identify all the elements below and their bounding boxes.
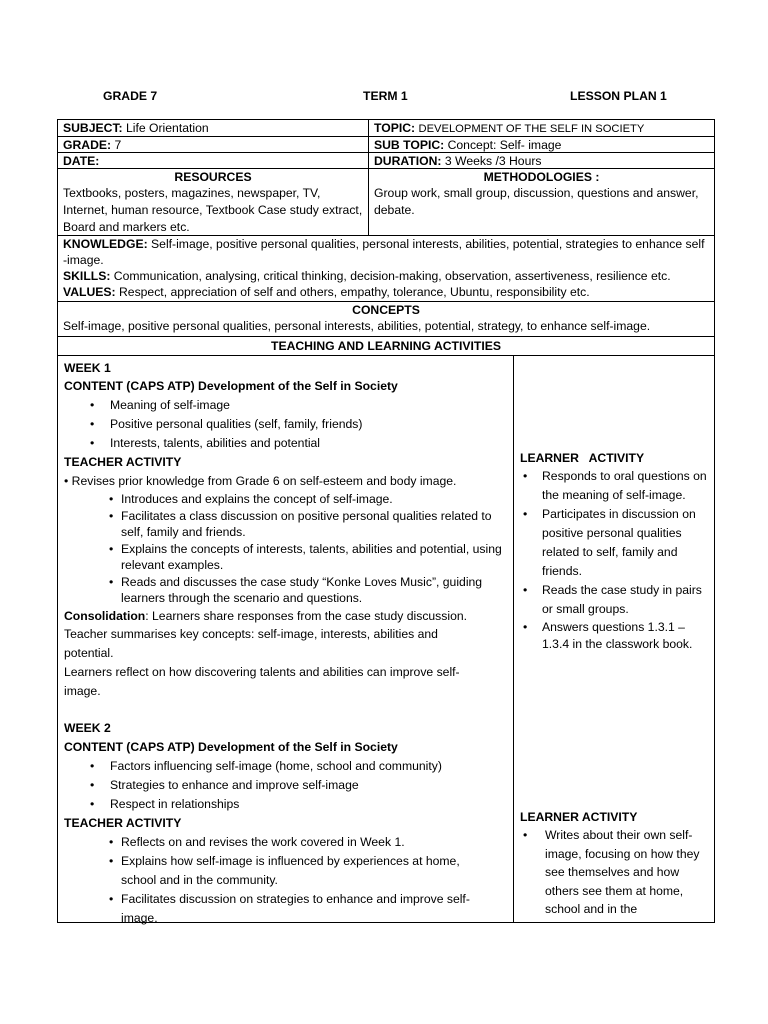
activities-heading: TEACHING AND LEARNING ACTIVITIES (271, 339, 501, 353)
list-item: • Writes about their own self-image, focusing on how they see themselves and how others see them at home, school and in the (520, 826, 710, 919)
values-value: Respect, appreciation of self and others, empathy, tolerance, Ubuntu, responsibility etc. (118, 285, 590, 299)
week2-content-list (64, 757, 504, 814)
teacher-item-text: Facilitates a class discussion on positive personal qualities related to self, family and friends. (121, 508, 492, 539)
subject-cell (58, 120, 368, 136)
list-item: • Introduces and explains the concept of self-image. (64, 491, 504, 508)
list-item: • Interests, talents, abilities and potential (64, 434, 504, 453)
top-divider (368, 120, 369, 236)
week1-title: WEEK 1 (64, 361, 111, 375)
resources-heading: RESOURCES (174, 170, 252, 184)
subject-value: Life Orientation (125, 121, 209, 135)
consolidation-label: Consolidation (64, 608, 146, 623)
learner-column-week1 (520, 449, 710, 653)
list-item: • Reads the case study in pairs or small groups. (520, 581, 710, 619)
list-item: • Reads and discusses the case study “Konke Loves Music”, guiding learners through the scenario and questions. (64, 574, 504, 607)
list-item: • Responds to oral questions on the meaning of self-image. (520, 467, 710, 505)
week1-content-heading: CONTENT (CAPS ATP) Development of the Self in Society (64, 379, 398, 393)
week2-learner-list (520, 826, 710, 919)
week1-teacher-heading: TEACHER ACTIVITY (64, 455, 182, 469)
knowledge-line (63, 236, 709, 268)
row-concepts (58, 302, 714, 337)
values-label: VALUES: (63, 285, 116, 299)
week2-teacher-heading: TEACHER ACTIVITY (64, 815, 182, 830)
row-ksv (58, 236, 714, 302)
list-item: • Participates in discussion on positive personal qualities related to self, family and friends. (520, 505, 710, 581)
week1-learner-list (520, 467, 710, 653)
topic-label: TOPIC: (374, 121, 416, 135)
resources-text: Textbooks, posters, magazines, newspaper, TV, Internet, human resource, Textbook Case study extract, Board and markers etc. (63, 186, 363, 234)
subtopic-value: Concept: Self- image (447, 138, 562, 152)
list-item (64, 508, 504, 541)
skills-value: Communication, analysing, critical thinking, decision-making, observation, assertiveness, resilience etc. (113, 269, 671, 283)
ksv-cell (58, 236, 714, 301)
week1-learner-heading: LEARNER ACTIVITY (520, 451, 645, 465)
grade-cell (58, 137, 368, 152)
list-item: • Respect in relationships (64, 795, 504, 814)
duration-value: 3 Weeks /3 Hours (444, 154, 542, 168)
week2-content-heading: CONTENT (CAPS ATP) Development of the Self in Society (64, 739, 398, 754)
knowledge-label: KNOWLEDGE: (63, 237, 148, 251)
list-item: • Factors influencing self-image (home, school and community) (64, 757, 504, 776)
subtopic-label: SUB TOPIC: (374, 138, 445, 152)
row-date (58, 153, 714, 169)
week2-title: WEEK 2 (64, 720, 111, 735)
summary-text: Teacher summarises key concepts: self-image, interests, abilities and potential. (64, 626, 438, 660)
row-subject (58, 120, 714, 137)
week1-teacher-first: • Revises prior knowledge from Grade 6 on self-esteem and body image. (64, 474, 457, 488)
list-item: • Meaning of self-image (64, 396, 504, 415)
subject-label: SUBJECT: (63, 121, 123, 135)
methodologies-heading: METHODOLOGIES : (483, 170, 600, 184)
consolidation-line (64, 607, 504, 625)
grade-label: GRADE: (63, 138, 112, 152)
row-activities-heading (58, 337, 714, 356)
duration-cell (369, 153, 714, 168)
row-grade (58, 137, 714, 153)
header-term: TERM 1 (363, 89, 408, 103)
list-item: • Facilitates discussion on strategies to enhance and improve self-image. (64, 890, 491, 928)
row-resources (58, 169, 714, 236)
topic-cell (369, 120, 714, 136)
concepts-heading: CONCEPTS (352, 303, 420, 317)
date-label: DATE: (63, 154, 100, 168)
consolidation-text: : Learners share responses from the case study discussion. (145, 608, 468, 623)
list-item: • Positive personal qualities (self, family, friends) (64, 415, 504, 434)
duration-label: DURATION: (374, 154, 442, 168)
values-line (63, 284, 709, 300)
concepts-text: Self-image, positive personal qualities, personal interests, abilities, potential, strategy, to enhance self-image. (63, 319, 651, 333)
methodologies-text: Group work, small group, discussion, questions and answer, debate. (374, 186, 699, 217)
lesson-plan-table (57, 119, 715, 923)
list-item: • Answers questions 1.3.1 – 1.3.4 in the classwork book. (520, 619, 710, 653)
subtopic-cell (369, 137, 714, 152)
week2-learner-heading: LEARNER ACTIVITY (520, 810, 638, 824)
skills-line (63, 268, 709, 284)
methodologies-cell (369, 169, 714, 235)
list-item: • Strategies to enhance and improve self-image (64, 776, 504, 795)
week1-teacher-list (64, 491, 504, 607)
concepts-cell (58, 302, 714, 336)
header-lesson-plan: LESSON PLAN 1 (570, 89, 667, 103)
week2-teacher-list (64, 833, 504, 928)
week1-content-list (64, 396, 504, 453)
teacher-column (64, 359, 504, 928)
skills-label: SKILLS: (63, 269, 111, 283)
reflect-text: Learners reflect on how discovering talents and abilities can improve self-image. (64, 664, 460, 698)
list-item: • Explains the concepts of interests, talents, abilities and potential, using relevant examples. (64, 541, 504, 574)
activities-divider (513, 356, 514, 922)
resources-cell (58, 169, 368, 235)
grade-value: 7 (114, 138, 122, 152)
learner-column-week2 (520, 808, 710, 919)
date-cell (58, 153, 368, 168)
list-item: • Explains how self-image is influenced by experiences at home, school and in the community. (64, 852, 491, 890)
header-grade: GRADE 7 (103, 89, 158, 103)
list-item: • Reflects on and revises the work covered in Week 1. (64, 833, 504, 852)
topic-value: DEVELOPMENT OF THE SELF IN SOCIETY (418, 123, 645, 135)
knowledge-value: Self-image, positive personal qualities, personal interests, abilities, potential, strategies to enhance self -image. (63, 237, 705, 267)
